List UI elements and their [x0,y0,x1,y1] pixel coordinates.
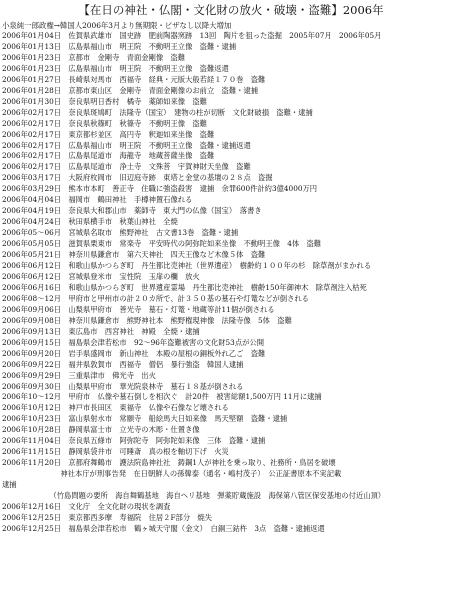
incident-entry: 2006年09月15日 福島県会津若松市 92～96年盗難被害の文化財53点が公開 [2,337,265,347]
incident-entry: 2006年01月04日 佐賀県武雄市 国史跡 肥前陶器窯跡 13回 陶片を狙った盗掘 2005年07月 2006年05月 [2,31,382,40]
incident-entry: 2006年11月20日 京都府舞鶴市 護法院島神社社 鋳鋼1人が神社を乗っ取り、社務所・鳥居を破壊 [2,458,336,468]
incident-entry: 2006年02月17日 広島県尾道市 海龍寺 地蔵菩薩坐像 盗難 [2,151,215,161]
incident-entry: 2006年09月06日 山梨県甲府市 善光寺 墓石・灯篭・地蔵等計11個が倒される [2,304,275,314]
incident-entry: 2006年02月17日 奈良県秋篠町 秋篠寺 不動明王像 盗難 [2,118,207,128]
document-title: 【在日の神社・仏閣・文化財の放火・破壊・盗難】2006年 [78,3,384,17]
incident-entry: 神社本庁が刑事告発 在日朝鮮人の孫韓泰（通名・嶋村茂子） 公正証書原本不実記載 [2,469,342,479]
incident-entry: 2006年09月08日 神奈川県鎌倉市 熊野神社本 熊野権現神像 法隆寺像 5体 盗難 [2,315,292,325]
incident-entry: 2006年12月16日 文化庁 全文化財の現状を調査 [2,501,171,511]
incident-entry: 2006年04月19日 奈良県大和郡山市 薬師寺 東大門の仏像（国宝） 落書き [2,206,262,216]
incident-entry: 2006年02月17日 広島県尾道市 浄土寺 文殊菩 宇賀神財天坐像 盗難 [2,162,251,172]
document-subtitle: 小泉純一郎政権→韓国人2006年3月より無期限・ビザなし以降大増加 [2,21,232,30]
incident-entry: 2006年06月16日 和歌山県かつらぎ町 世界遺産霊場 丹生都比売神社 樹齢150年御神木 除草剤注入枯死 [2,282,367,292]
incident-entry: 2006年05～06月 宮城県名取市 熊野神社 古文書13巻 盗難・逮捕 [2,228,239,238]
incident-entry: 2006年12月25日 福島県会津若松市 鶴ヶ城天守閣（金文） 白銅三鈷杵 3点 盗難・逮捕返還 [2,523,325,533]
incident-entry: 2006年11月15日 静岡県袋井市 可睡斎 真の根を軸切下げ 火災 [2,447,229,457]
incident-entry: 2006年01月13日 広島県福山市 明王院 不動明王立像 盗難・逮捕 [2,41,237,51]
incident-entry: 2006年01月27日 長崎県対馬市 西福寺 経典・元版大般若経１７０巻 盗難 [2,74,266,84]
incident-entry: 2006年09月20日 岩手県盛岡市 新山神社 本殿の屋根の銅板外れ乙ご 盗難 [2,348,266,358]
incident-entry: 2006年06月12日 和歌山県かつらぎ町 丹生都比売神社（世界遺産） 樹齢約１００年の杉 除草剤がまかれる [2,261,372,271]
incident-entry: 2006年11月04日 奈良県五條市 阿弥陀寺 阿弥陀如来像 三体 盗難・逮捕 [2,436,266,446]
incident-list [0,31,462,535]
incident-entry: 2006年09月29日 三重県津市 佛光寺 出火 [2,370,156,380]
incident-entry: 2006年03月29日 熊本市本町 善正寺 住職に強盗殺害 逮捕 余罪600件計約3億4000万円 [2,184,318,194]
incident-entry: 2006年10月23日 富山県射水市 常願寺 船絵馬大日如来像 馬天堅額 盗難・逮捕 [2,414,288,424]
incident-entry: 2006年01月28日 京都市東山区 金剛寺 青面金剛像のお前立 盗難・逮捕 [2,85,259,95]
incident-entry: 2006年09月30日 山梨県甲府市 華光院泉林寺 墓石１８基が倒される [2,381,244,391]
incident-entry: 2006年02月17日 広島県福山市 明王院 不動明王立像 盗難・逮捕返還 [2,140,251,150]
incident-entry: 逮捕 [2,480,17,490]
incident-entry: 2006年04月04日 福岡市 鶴田神社 手樽神置石像れる [2,195,193,205]
incident-entry: 2006年01月23日 京都市 金剛寺 青面金剛像 盗難 [2,52,186,62]
incident-entry: 2006年10月12日 神戸市長田区 東福寺 仏像や石像など壊される [2,403,229,413]
incident-entry: 2006年06月12日 宮城県登米市 宝性院 玉扉の欄 放火 [2,271,200,281]
incident-entry: 2006年05月05日 滋賀県栗東市 常楽寺 平安時代の阿弥陀如来坐像 不動明王像 4体 盗難 [2,239,322,249]
incident-entry: 2006年01月30日 奈良県明日香村 橘寺 薬師如来像 盗難 [2,96,207,106]
incident-entry: 2006年09月13日 東広島市 西宮神社 神殿 全焼・逮捕 [2,326,200,336]
incident-entry: 2006年12月25日 東京都西多摩 寿福院 住居２F部分 焼失 [2,512,213,522]
incident-entry: 2006年08～12月 甲府市と甲州市の計２０カ所で、計３５０基の墓石や灯篭などが倒される [2,293,309,303]
incident-entry: 2006年09月22日 福井県敦賀市 西福寺 僧侶 暴行強盗 韓国人逮捕 [2,359,244,369]
incident-entry: 2006年05月21日 神奈川県鎌倉市 第六天神社 四天王像など木像５体 盗難 [2,250,266,260]
incident-entry: 2006年02月17日 東京都杉並区 高円寺 釈迦如来坐像 盗難 [2,129,215,139]
incident-entry: 2006年02月17日 奈良県斑鳩町 法隆寺（国宝） 建物の柱が切断 文化財破損 盗難・逮捕 [2,107,313,117]
incident-entry: 2006年01月23日 広島県福山市 明王院 不動明王立像 盗難返還 [2,63,229,73]
incident-entry: 2006年10～12月 甲府市 仏像や墓石倒しを相次ぐ 計20件 被害総額1,500万円 11月に逮捕 [2,392,322,402]
incident-entry: 2006年04月24日 秋田県横手市 秋葉山神社 全焼 [2,217,178,227]
incident-entry: 2006年10月28日 静岡県富士市 立光寺の木彫・仕置き像 [2,425,200,435]
incident-entry: （竹島問題の要所 海自舞鶴基地 海自ヘリ基地 弾薬貯蔵施設 海保第八管区保安基地の付近山頂） [2,491,386,501]
incident-entry: 2006年03月17日 大阪府枚岡市 旧辺庭寺跡 東塔と金堂の基壇の２８点 盗掘 [2,173,273,183]
